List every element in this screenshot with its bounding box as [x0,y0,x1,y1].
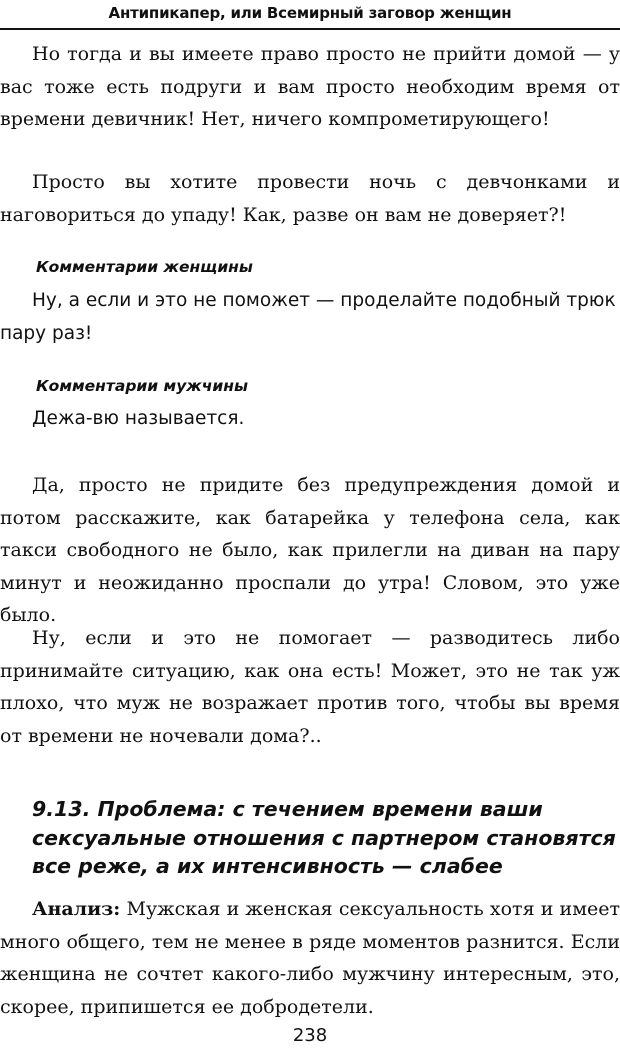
paragraph-4-text: Ну, если и это не помогает — разводитесь либо принимайте ситуацию, как она есть! Может, это не так уж плохо, что муж не возражает против того, чтобы вы время от времени не ночевали дома?.. [0,627,620,747]
paragraph-2-text: Просто вы хотите провести ночь с девчонками и наговориться до упаду! Как, разве он вам не доверяет?! [0,171,620,226]
paragraph-2 [0,166,620,231]
women-comment-label: Комментарии женщины [36,258,253,276]
men-comment-text: Дежа-вю называется. [32,408,245,429]
women-comment [0,285,620,350]
section-heading-line: все реже, а их интенсивность — слабее [32,854,503,878]
header-rule [0,28,620,30]
running-head: Антипикапер, или Всемирный заговор женщин [108,4,512,22]
paragraph-3 [0,469,620,632]
men-comment [0,403,620,436]
paragraph-4 [0,622,620,752]
analysis-body: Мужская и женская сексуальность хотя и имеет много общего, тем не менее в ряде моментов разнится. Если женщина не сочтет какого-либо мужчину интересным, это, скорее, припишется ее добродетели. [0,898,620,1018]
page-number: 238 [292,1025,328,1046]
section-heading-line: 9.13. Проблема: с течением времени ваши [32,797,543,821]
section-heading-line: сексуальные отношения с партнером становятся [32,825,616,850]
women-comment-text: Ну, а если и это не поможет — проделайте подобный трюк пару раз! [0,290,616,344]
men-comment-label: Комментарии мужчины [36,377,248,395]
paragraph-1 [0,38,620,136]
paragraph-1-text: Но тогда и вы имеете право просто не прийти домой — у вас тоже есть подруги и вам просто необходим время от времени девичник! Нет, ничего компрометирующего! [0,43,620,130]
section-heading [32,795,616,881]
paragraph-3-text: Да, просто не придите без предупреждения домой и потом расскажите, как батарейка у телефона села, как такси свободного не было, как прилегли на диван на пару минут и неожиданно проспали до утра! Словом, это уже было. [0,474,620,626]
analysis-text [0,893,620,1023]
analysis-paragraph [0,893,620,1023]
analysis-lead: Анализ: [32,898,121,920]
